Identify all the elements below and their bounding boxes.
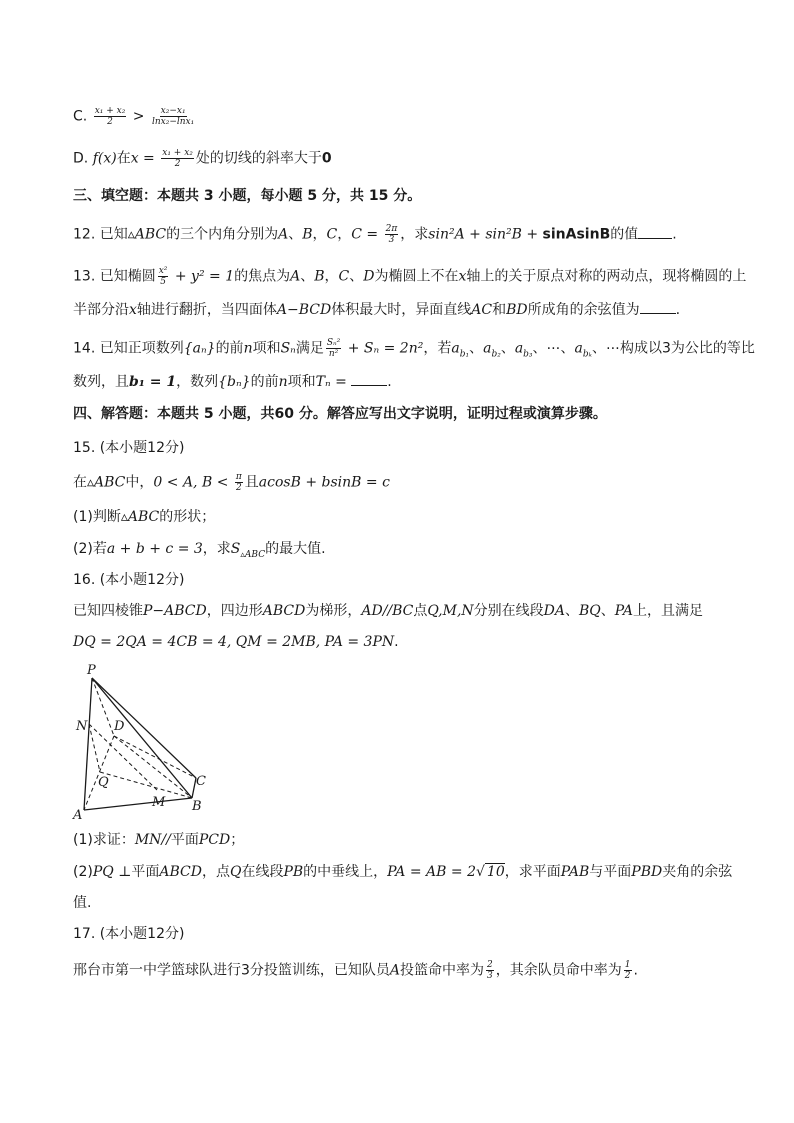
label-P: P [87, 663, 96, 678]
question-13-line-1: 13. 已知椭圆 $\frac{\text{x²}}{5}$ + y² = 1的焦点为A、B，C、D为椭圆上不在x轴上的关于原点对称的两动点，现将椭圆的上 [73, 266, 747, 287]
edge-DA [84, 736, 114, 810]
question-15-part-1: (1)判断▵ABC的形状； [73, 509, 216, 525]
edge-NQ [89, 724, 100, 772]
edge-AB [84, 798, 192, 810]
label-C: C [196, 774, 206, 789]
question-12: 12. 已知▵ABC的三个内角分别为A、B，C，C = $\frac{2\pi}{3}$ ，求sin²A + sin²B + sinAsinB的值 . [73, 224, 677, 245]
section-answer-heading: 四、解答题：本题共 5 小题，共60 分。解答应写出文字说明，证明过程或演算步骤。 [73, 406, 607, 422]
question-17-statement: 邢台市第一中学篮球队进行3分投篮训练，已知队员A投篮命中率为 $\frac{2}{3}$ ，其余队员命中率为 $\frac{1}{2}$ . [73, 960, 638, 981]
label-A: A [73, 808, 83, 820]
question-16-part-2-line-2: 值. [73, 895, 92, 911]
question-14-line-1: 14. 已知正项数列{aₙ}的前n项和Sₙ满足 $\frac{\text{Sₙ²}}{\text{n²}}$ + Sₙ = 2n²，若$a_{b_1}$、$a_{b_2}$、$a_{b_3}$、⋯、$a_{b_k}$、⋯构成以3为公比的等比 [73, 338, 755, 360]
option-c-lhs-fraction: $\frac{\text{x₁ + x₂}}{2}$ [94, 106, 126, 127]
question-14-line-2: 数列，且b₁ = 1，数列{bₙ}的前n项和Tₙ = . [73, 374, 392, 390]
pyramid-figure [70, 660, 220, 820]
edge-DC [114, 736, 196, 778]
question-16-part-2-line-1: (2)PQ ⊥平面ABCD，点Q在线段PB的中垂线上，PA = AB = 2√ 10，求平面PAB与平面PBD夹角的余弦 [73, 864, 733, 880]
option-c-rhs-fraction: $\frac{\text{x₂−x₁}}{\text{lnx₂−lnx₁}}$ [151, 106, 195, 127]
question-17-header: 17. (本小题12分) [73, 926, 185, 942]
edge-PC [92, 678, 196, 778]
question-16-part-1: (1)求证：MN//平面PCD； [73, 832, 245, 848]
question-13-line-2: 半部分沿x轴进行翻折，当四面体A−BCD体积最大时，异面直线AC和BD所成角的余弦值为 . [73, 302, 681, 318]
option-d-fraction: $\frac{\text{x₁ + x₂}}{2}$ [162, 148, 193, 169]
edge-PD [92, 678, 114, 736]
question-15-condition: 在▵ABC中，0 < A, B < $\frac{\pi}{2}$ 且acosB + bsinB = c [73, 472, 390, 493]
question-15-header: 15. (本小题12分) [73, 440, 185, 456]
question-16-header: 16. (本小题12分) [73, 572, 185, 588]
option-c: C. $\frac{\text{x₁ + x₂}}{2}$ > $\frac{\text{x₂−x₁}}{\text{lnx₂−lnx₁}}$ [73, 106, 195, 127]
answer-blank[interactable] [351, 373, 387, 386]
edge-PA [84, 678, 92, 810]
option-d: D. f(x)在x = $\frac{\text{x₁ + x₂}}{2}$ 处的切线的斜率大于0 [73, 148, 332, 169]
question-16-statement-1: 已知四棱锥P−ABCD，四边形ABCD为梯形，AD//BC点Q,M,N分别在线段DA、BQ、PA上，且满足 [73, 603, 704, 619]
edge-DB [114, 736, 192, 798]
question-16-statement-2: DQ = 2QA = 4CB = 4, QM = 2MB, PA = 3PN. [73, 634, 399, 650]
label-N: N [76, 719, 88, 734]
section-fill-in-heading: 三、填空题：本题共 3 小题，每小题 5 分，共 15 分。 [73, 188, 422, 204]
label-Q: Q [98, 775, 109, 790]
edge-QB [100, 772, 192, 798]
label-B: B [192, 799, 202, 814]
answer-blank[interactable] [638, 226, 672, 239]
question-15-part-2: (2)若a + b + c = 3，求$S_{▵ABC}$的最大值. [73, 541, 326, 560]
answer-blank[interactable] [640, 301, 676, 314]
label-D: D [114, 719, 125, 734]
label-M: M [152, 795, 166, 810]
